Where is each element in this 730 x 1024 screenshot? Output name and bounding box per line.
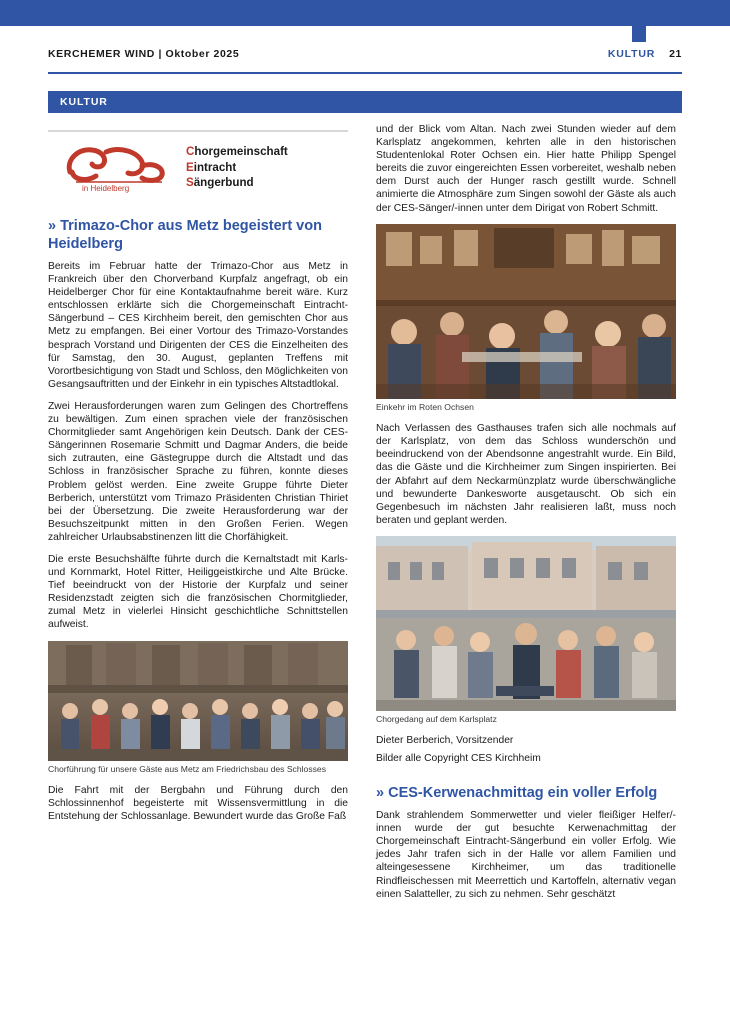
rubric-label: KULTUR (607, 48, 656, 60)
article1-paragraph-1: Bereits im Februar hatte der Trimazo-Chor aus Metz in Frankreich über den Chorverband Kurpfalz angefragt, ob ein Heidelberger Chor für eine Kontaktaufnahme bereit wäre. Kurz entschlossen erklärte sich die Chorgemeinschaft Eintracht-Sängerbund – CES Kirchheim bereit, den gemischten Chor aus Metz zu empfangen. Bei einer Vortour des Trimazo-Vorstandes besprach Vorstand und Dirigenten der CES die Einzelheiten des für Samstag, den 30. August, geplanten Treffens mit Vorortbesichtigung von Stadt und Schloss, den Möglichkeiten von Gesangsauftritten und der Einkehr in ein typisches Altstadtlokal. (48, 261, 348, 390)
logo-line2-accent: E (186, 160, 194, 174)
left-column (48, 130, 348, 832)
article1-paragraph-3: Die erste Besuchshälfte führte durch die Kernaltstadt mit Karls- und Kornmarkt, Hotel Ritter, Heiliggeistkirche und Alte Brücke. Tief beeindruckt von der Historie der Kurpfalz und seiner Residenzstadt zeigten sich die französischen Chormitglieder, zumal Metz in vielerlei Hinsicht geschichtliche Schnittstellen aufweist. (48, 553, 348, 631)
photo-friedrichsbau (48, 641, 348, 761)
caption-karlsplatz: Chorgedang auf dem Karlsplatz (376, 713, 497, 724)
logo-line3-rest: ängerbund (193, 176, 254, 189)
article1-signature-name: Dieter Berberich, Vorsitzender (376, 735, 514, 747)
section-bar-label: KULTUR (60, 96, 108, 108)
article1-paragraph-5: Die Fahrt mit der Bergbahn und Führung durch den Schlossinnenhof begeisterte mit Wissensvermittlung in die Entstehung der Schlossanlage. Bewundert wurde das Große Faß (48, 785, 348, 823)
ces-logo-text (186, 144, 288, 191)
caption-roter-ochsen: Einkehr im Roten Ochsen (376, 401, 474, 412)
running-head-right (608, 48, 682, 60)
header-rule (48, 72, 682, 74)
article1-headline-text: Trimazo-Chor aus Metz begeistert von Heidelberg (48, 218, 322, 252)
article2-headline-text: CES-Kerwenachmittag ein voller Erfolg (388, 784, 658, 801)
spacer (376, 769, 676, 773)
photo-roter-ochsen (376, 224, 676, 399)
logo-line2-rest: intracht (193, 160, 237, 174)
headline-guillemet-2: » (376, 784, 385, 801)
caption-friedrichsbau: Chorführung für unsere Gäste aus Metz am Friedrichsbau des Schlosses (48, 763, 326, 774)
logo-divider (48, 130, 348, 132)
article1-paragraph-4: und der Blick vom Altan. Nach zwei Stunden wieder auf dem Karlsplatz angekommen, kehrten alle in den historischen Studentenlokal Roter Ochsen ein. Hier hatte Philipp Spengel bereits die zuvor eingereichten Essen vorbereitet, weshalb neben dem Durst auch der Hunger rasch gestillt wurde. Schnell animierte die Atmosphäre zum Singen sowohl der Gäste als auch der CES-Sänger/-innen unter dem Dirigat von Robert Schmitt. (376, 124, 676, 214)
section-bar (48, 91, 682, 113)
logo-line3-accent: S (186, 176, 194, 189)
article1-headline (48, 218, 348, 253)
publication-title: KERCHEMER WIND | Oktober 2025 (48, 48, 240, 60)
logo-line1-rest: horgemeinschaft (194, 145, 288, 158)
top-accent-notch (632, 26, 646, 42)
article2-headline (376, 785, 676, 803)
right-column (376, 123, 676, 910)
photo-karlsplatz (376, 536, 676, 711)
ces-logo-mark (62, 142, 174, 194)
logo-line1-accent: C (186, 145, 195, 158)
article1-paragraph-6: Nach Verlassen des Gasthauses trafen sich alle nochmals auf der Karlsplatz, von dem das Schloss wunderschön und beeindruckend von der Abendsonne angestrahlt wurde. Ein Bild, das die Gäste und die Kirchheimer zum Singen inspirierten. Bei der Abfahrt auf dem Neckarmünzplatz wurde überschwängliche und bewunderte Dankesworte ausgetauscht. Ob sich ein Gegenbesuch im nächsten Jahr realisieren laßt, muss noch beraten und geplant werden. (376, 423, 676, 526)
running-head (48, 45, 682, 67)
headline-guillemet: » (48, 218, 57, 234)
ces-logo-block (48, 130, 348, 204)
top-accent-bar (0, 0, 730, 26)
page-number: 21 (669, 48, 682, 60)
article1-signature-credit: Bilder alle Copyright CES Kirchheim (376, 752, 541, 764)
svg-text:in Heidelberg: in Heidelberg (82, 184, 130, 193)
article2-paragraph-1: Dank strahlendem Sommerwetter und vieler fleißiger Helfer/-innen wurde der gut besuchte Kerwenachmittag der Chorgemeinschaft Eintracht-Sängerbund ein voller Erfolg. Wie jedes Jahr trafen sich in der Halle vor allem Familien und alteingesessene Kirchheimer, um das traditionelle Rindfleischessen mit Meerrettich und Kartoffeln, alternativ vegan einen Salatteller, zu sich zu nehmen. Sehr geschätzt (376, 810, 676, 900)
article1-paragraph-2: Zwei Herausforderungen waren zum Gelingen des Chortreffens zu bewältigen. Zum einen sprachen viele der französischen Chormitglieder samt Angehörigen kein Deutsch. Dank der CES-Sängerinnen Rosemarie Schmitt und Dagmar Anders, die beide sich zutrauten, eine Gästegruppe durch die Altstadt und das Schloss in französischer Sprache zu führen, konnte dieses Problem gelöst werden. Eine zweite Gruppe führte Dieter Berberich, unterstützt vom Trimazo Präsidenten Christian Thiriet bei der Übersetzung. Die zweite Herausforderung war der Besuchszeitpunkt mitten in den Großen Ferien. Wegen zahlreicher Urlaubsabstinenzen litt die Chorfähigkeit. (48, 400, 348, 543)
